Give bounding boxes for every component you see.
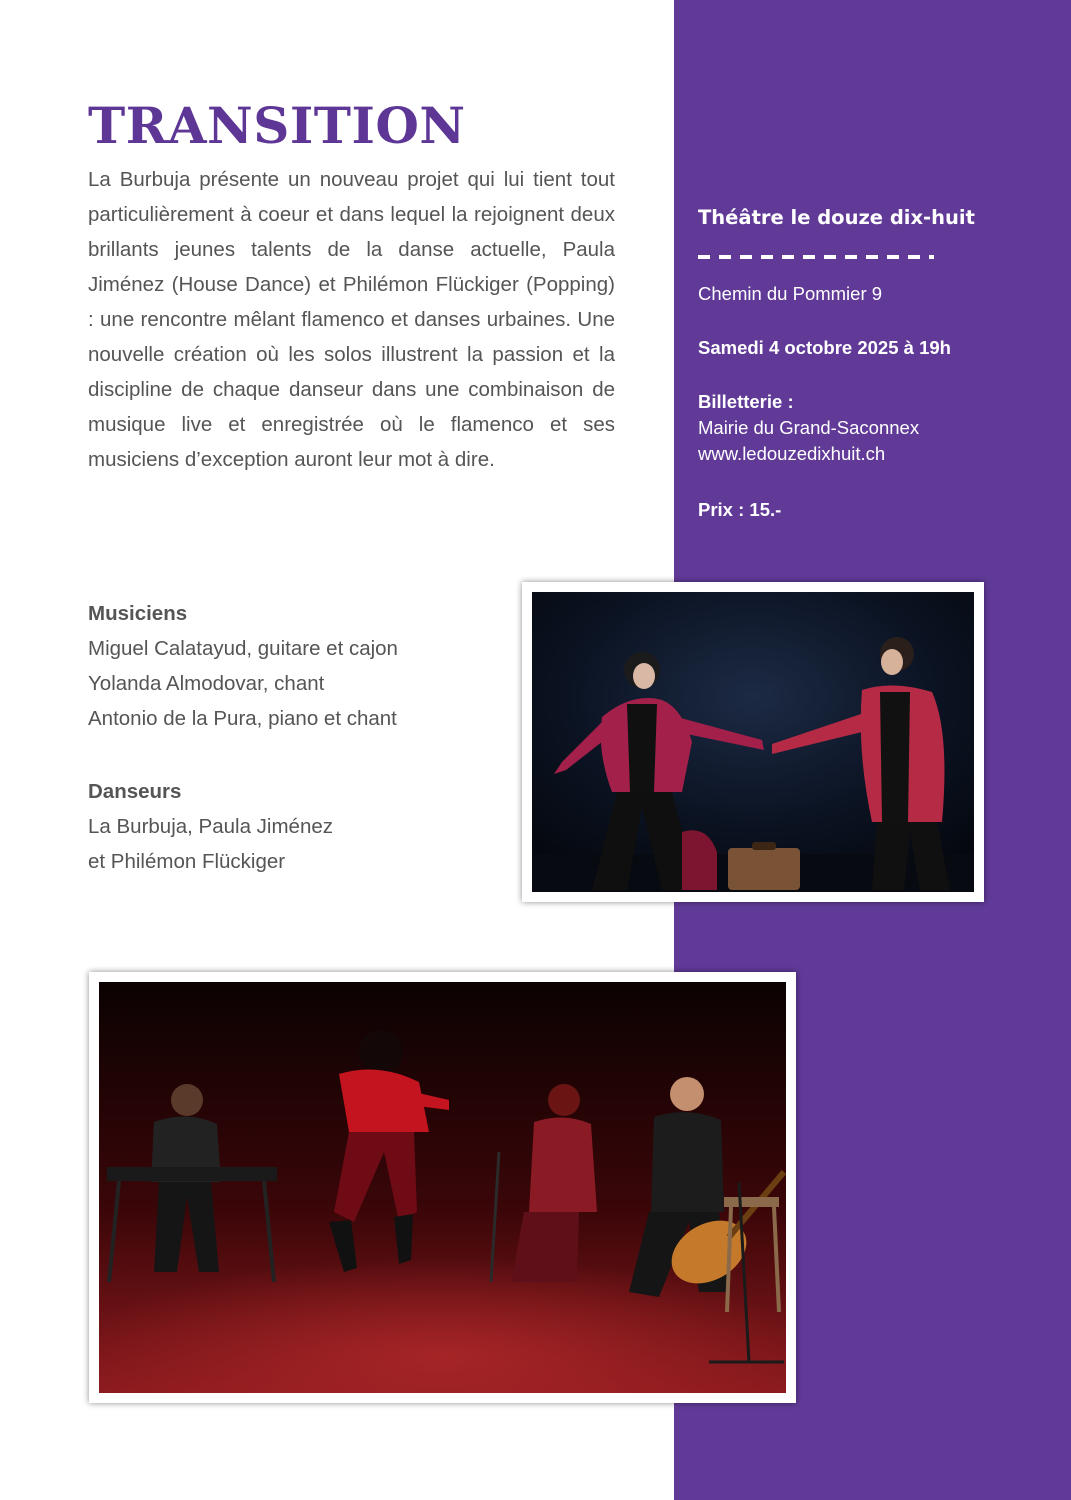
event-date: Samedi 4 octobre 2025 à 19h bbox=[698, 337, 951, 358]
musicians-section bbox=[88, 596, 508, 736]
ensemble-photo-image bbox=[99, 982, 786, 1393]
ticket-price: Prix : 15.- bbox=[698, 499, 782, 520]
ticketing-place: Mairie du Grand-Saconnex bbox=[698, 417, 920, 438]
photo-dancers-duo bbox=[522, 582, 984, 902]
ticketing-label: Billetterie : bbox=[698, 391, 794, 412]
dancers-section bbox=[88, 774, 508, 879]
dancer-line: La Burbuja, Paula Jiménez bbox=[88, 815, 334, 838]
dancer-line: et Philémon Flückiger bbox=[88, 850, 286, 873]
duo-photo-image bbox=[532, 592, 974, 892]
venue-name: Théâtre le douze dix-huit bbox=[698, 206, 975, 229]
intro-paragraph: La Burbuja présente un nouveau projet qui lui tient tout particulièrement à coeur et dans lequel la rejoignent deux brillants jeunes talents de la danse actuelle, Paula Jiménez (House Dance) et Philémon Flückiger (Popping) : une rencontre mêlant flamenco et danses urbaines. Une nouvelle création où les solos illustrent la passion et la discipline de chaque danseur dans une combinaison de musique live et enregistrée où le flamenco et ses musiciens d’exception auront leur mot à dire. bbox=[88, 168, 615, 471]
dancers-heading: Danseurs bbox=[88, 780, 182, 803]
musician-line: Yolanda Almodovar, chant bbox=[88, 672, 325, 695]
photo-ensemble bbox=[89, 972, 796, 1403]
musician-line: Miguel Calatayud, guitare et cajon bbox=[88, 637, 398, 660]
venue-address: Chemin du Pommier 9 bbox=[698, 283, 883, 304]
musicians-heading: Musiciens bbox=[88, 602, 188, 625]
website-link[interactable]: www.ledouzedixhuit.ch bbox=[698, 443, 886, 464]
dashed-divider bbox=[698, 255, 934, 259]
page-title: TRANSITION bbox=[88, 96, 466, 155]
musician-line: Antonio de la Pura, piano et chant bbox=[88, 707, 397, 730]
